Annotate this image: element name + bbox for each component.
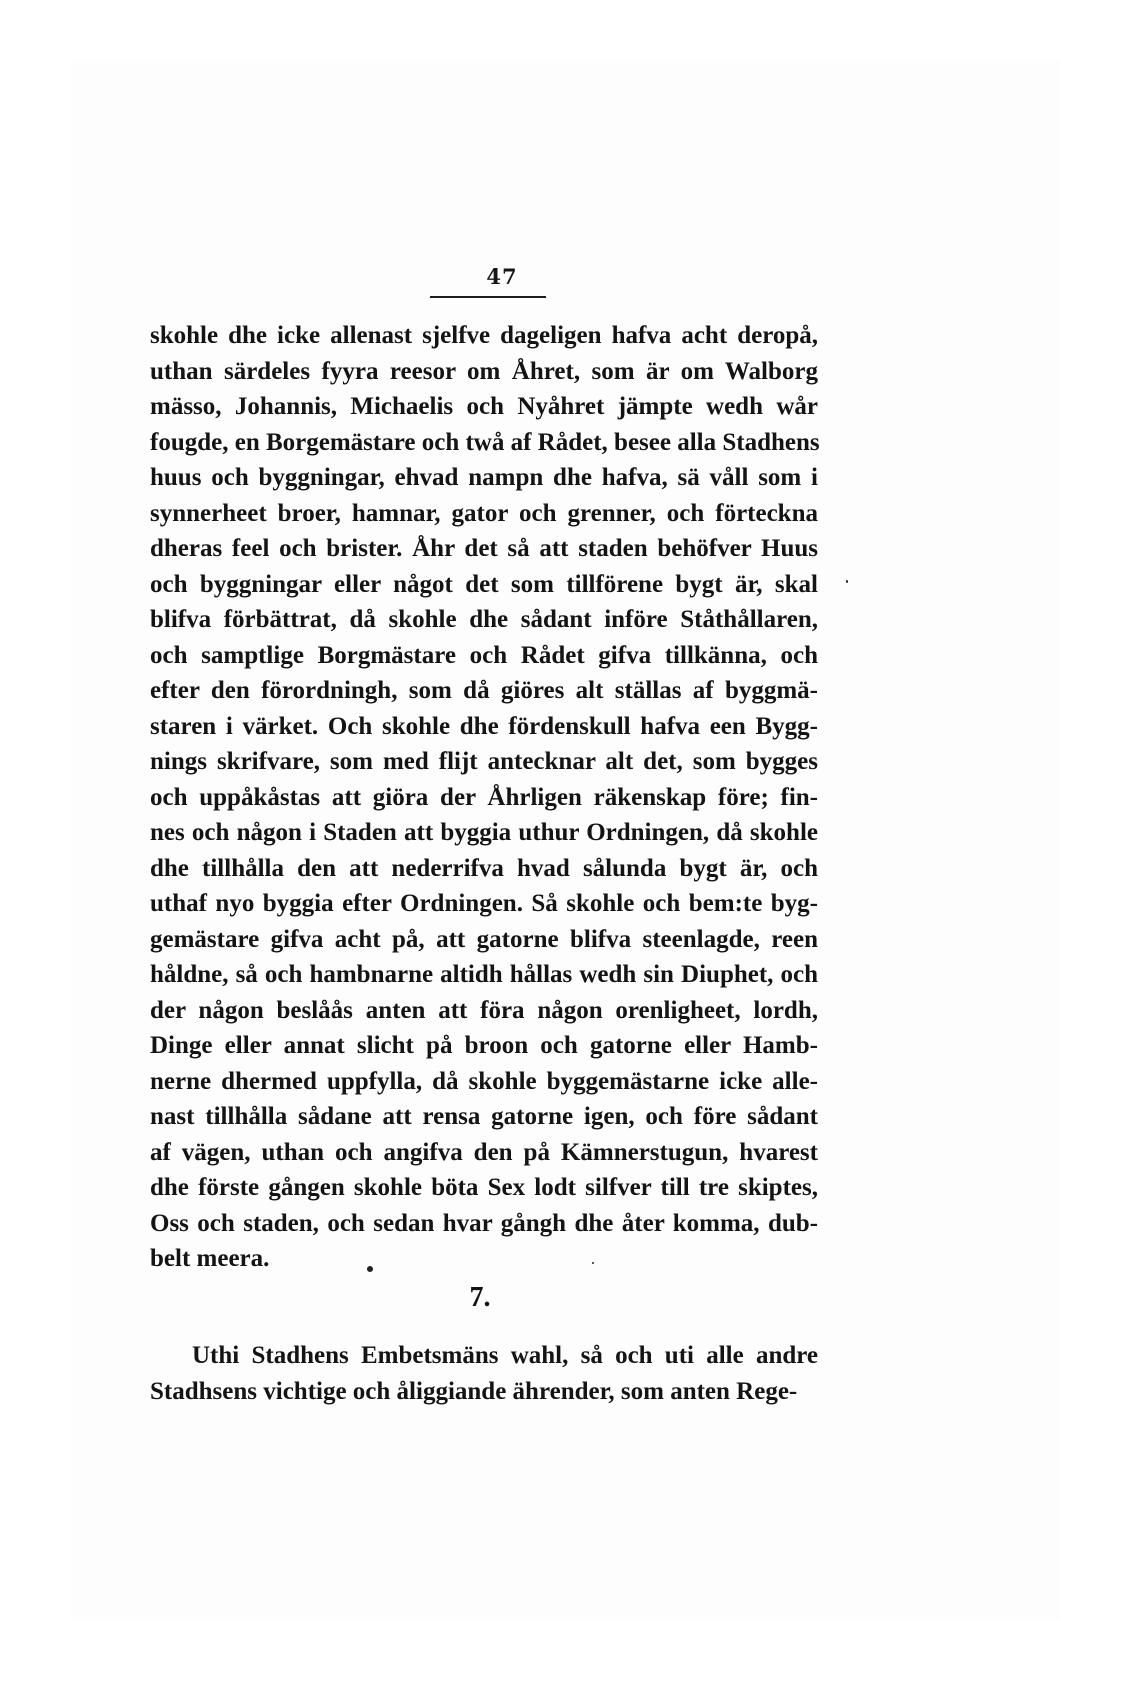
body-paragraph <box>150 318 818 1277</box>
text-line: staren i värket. Och skohle dhe fördenskull hafva een Bygg- <box>150 712 818 740</box>
text-line: och byggningar eller något det som tillförene bygt är, skal <box>150 570 818 598</box>
text-line: uthaf nyo byggia efter Ordningen. Så skohle och bem:te byg- <box>150 890 818 917</box>
text-line: huus och byggningar, ehvad nampn dhe hafva, sä våll som i <box>150 464 818 491</box>
text-line: fougde, en Borgemästare och twå af Rådet, besee alla Stadhens <box>150 428 820 456</box>
ink-speck <box>592 1262 594 1264</box>
text-line: dhe tillhålla den att nederrifva hvad sålunda bygt är, och <box>150 854 818 882</box>
section-paragraph <box>150 1338 818 1409</box>
text-line: gemästare gifva acht på, att gatorne blifva steenlagde, reen <box>150 925 818 953</box>
text-line: blifva förbättrat, då skohle dhe sådant införe Ståthållaren, <box>150 606 818 633</box>
header-rule <box>430 296 546 298</box>
text-line: Stadhsens vichtige och åliggiande ährender, som anten Rege- <box>150 1377 798 1405</box>
text-line: och samptlige Borgmästare och Rådet gifva tillkänna, och <box>150 641 818 669</box>
text-line: nings skrifvare, som med flijt antecknar alt det, som bygges <box>150 748 818 775</box>
text-line: nast tillhålla sådane att rensa gatorne igen, och före sådant <box>150 1103 818 1130</box>
text-line: nerne dhermed uppfylla, då skohle byggemästarne icke alle- <box>150 1067 818 1095</box>
text-line: af vägen, uthan och angifva den på Kämnerstugun, hvarest <box>150 1138 818 1166</box>
text-line: uthan särdeles fyyra reesor om Åhret, som är om Walborg <box>150 357 818 385</box>
text-line: och uppåkåstas att giöra der Åhrligen räkenskap före; fin- <box>150 783 818 811</box>
ink-speck <box>846 580 848 583</box>
ink-speck <box>367 1266 373 1272</box>
text-line: dhe förste gången skohle böta Sex lodt silfver till tre skiptes, <box>150 1174 818 1201</box>
text-line: Dinge eller annat slicht på broon och gatorne eller Hamb- <box>150 1032 818 1059</box>
text-line: belt meera. <box>150 1245 270 1272</box>
text-line: mässo, Johannis, Michaelis och Nyåhret jämpte wedh wår <box>150 393 818 420</box>
text-line: skohle dhe icke allenast sjelfve dageligen hafva acht deropå, <box>150 322 818 349</box>
text-line: synnerheet broer, hamnar, gator och grenner, och förteckna <box>150 499 818 527</box>
text-line: dheras feel och brister. Åhr det så att staden behöfver Huus <box>150 535 818 562</box>
text-line: efter den förordningh, som då giöres alt ställas af byggmä- <box>150 677 818 704</box>
section-number: 7. <box>469 1282 491 1313</box>
text-line: håldne, så och hambnarne altidh hållas wedh sin Diuphet, och <box>150 961 818 988</box>
text-line: nes och någon i Staden att byggia uthur Ordningen, då skohle <box>150 819 818 846</box>
page-number: 47 <box>486 264 518 289</box>
text-line: Oss och staden, och sedan hvar gångh dhe åter komma, dub- <box>150 1209 818 1237</box>
text-line: Uthi Stadhens Embetsmäns wahl, så och uti alle andre <box>192 1342 818 1369</box>
text-line: der någon beslåås anten att föra någon orenligheet, lordh, <box>150 996 818 1024</box>
